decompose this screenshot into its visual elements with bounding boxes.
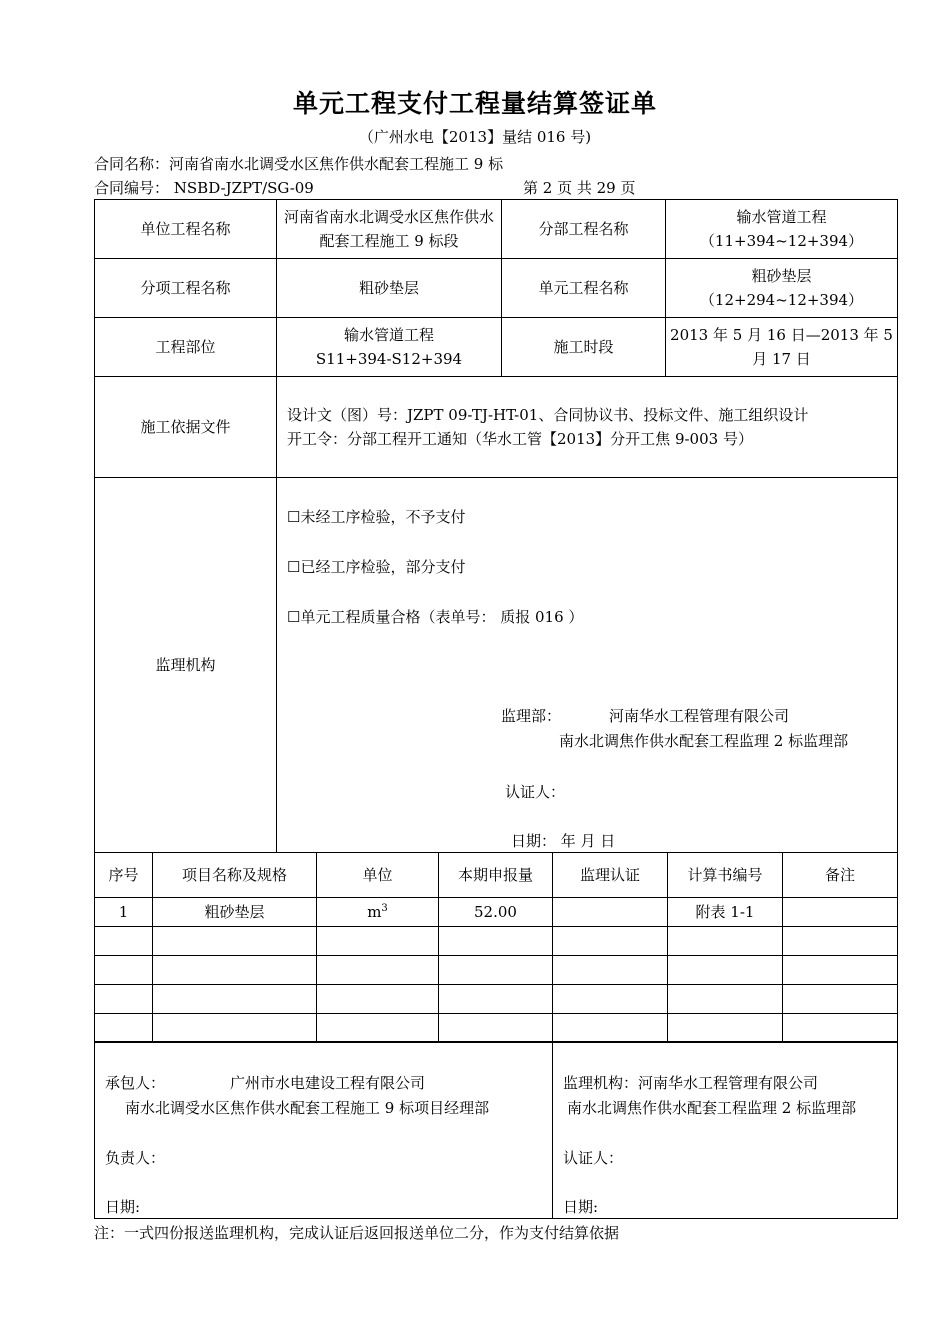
empty-cell <box>668 956 783 985</box>
division-line1: 输水管道工程 <box>736 208 827 226</box>
location-value <box>277 318 502 377</box>
signature-table <box>94 1041 898 1219</box>
subitem-value: 粗砂垫层 <box>277 259 502 318</box>
supervisor-dept: 南水北调焦作供水配套工程监理 2 标监理部 <box>567 1099 857 1117</box>
supervisor-block <box>553 1042 898 1219</box>
empty-cell <box>783 956 898 985</box>
table-row <box>95 956 898 985</box>
empty-cell <box>95 927 153 956</box>
period-value: 2013 年 5 月 16 日—2013 年 5 月 17 日 <box>666 318 898 377</box>
division-line2: （11+394~12+394） <box>699 232 864 250</box>
empty-cell <box>439 927 553 956</box>
row-remark <box>783 898 898 927</box>
supervision-dept-name1: 河南华水工程管理有限公司 <box>609 707 790 725</box>
element-label: 单元工程名称 <box>502 259 666 318</box>
supervision-date: 日期： 年 月 日 <box>511 832 616 850</box>
location-line1: 输水管道工程 <box>343 326 434 344</box>
location-line2: S11+394-S12+394 <box>315 350 463 368</box>
table-row <box>95 898 898 927</box>
empty-cell <box>439 956 553 985</box>
location-label: 工程部位 <box>95 318 277 377</box>
empty-cell <box>95 956 153 985</box>
empty-cell <box>439 985 553 1014</box>
empty-cell <box>153 956 317 985</box>
header-unit: 单位 <box>317 853 439 898</box>
empty-cell <box>783 985 898 1014</box>
empty-cell <box>668 985 783 1014</box>
supervisor-certifier: 认证人： <box>563 1149 624 1167</box>
empty-cell <box>153 1014 317 1043</box>
basis-value <box>277 377 898 478</box>
supervisor-label: 监理机构：河南华水工程管理有限公司 <box>563 1074 819 1092</box>
element-line2: （12+294~12+394） <box>699 291 864 309</box>
supervision-certifier: 认证人： <box>505 783 566 801</box>
header-calc: 计算书编号 <box>668 853 783 898</box>
supervision-label: 监理机构 <box>95 478 277 853</box>
row-no: 1 <box>95 898 153 927</box>
table-row <box>95 1014 898 1043</box>
contractor-dept: 南水北调受水区焦作供水配套工程施工 9 标项目经理部 <box>125 1099 490 1117</box>
empty-cell <box>553 956 668 985</box>
basis-line1: 设计文（图）号：JZPT 09-TJ-HT-01、合同协议书、投标文件、施工组织设计 <box>287 406 809 424</box>
header-no: 序号 <box>95 853 153 898</box>
empty-cell <box>553 927 668 956</box>
row-calc: 附表 1-1 <box>668 898 783 927</box>
contractor-block <box>95 1042 553 1219</box>
check-partial: ☐已经工序检验，部分支付 <box>287 558 466 576</box>
contractor-date: 日期: <box>105 1198 141 1216</box>
empty-cell <box>553 985 668 1014</box>
empty-cell <box>317 956 439 985</box>
empty-cell <box>317 985 439 1014</box>
row-name: 粗砂垫层 <box>153 898 317 927</box>
element-line1: 粗砂垫层 <box>751 267 812 285</box>
empty-cell <box>668 927 783 956</box>
table-row <box>95 927 898 956</box>
table-row <box>95 985 898 1014</box>
project-info-table <box>94 199 898 853</box>
footnote: 注：一式四份报送监理机构，完成认证后返回报送单位二分，作为支付结算依据 <box>94 1224 620 1242</box>
empty-cell <box>317 1014 439 1043</box>
supervision-content <box>277 478 898 853</box>
basis-line2: 开工令：分部工程开工通知（华水工管【2013】分开工焦 9-003 号） <box>287 430 753 448</box>
empty-cell <box>153 927 317 956</box>
items-table <box>94 852 898 1043</box>
basis-label: 施工依据文件 <box>95 377 277 478</box>
contract-name: 合同名称：河南省南水北调受水区焦作供水配套工程施工 9 标 <box>94 155 504 173</box>
row-unit-base: m <box>367 903 382 921</box>
contractor-responsible: 负责人： <box>105 1149 166 1167</box>
unit-project-value: 河南省南水北调受水区焦作供水配套工程施工 9 标段 <box>277 200 502 259</box>
row-unit-sup: 3 <box>381 903 388 914</box>
empty-cell <box>95 985 153 1014</box>
row-cert <box>553 898 668 927</box>
empty-cell <box>668 1014 783 1043</box>
division-label: 分部工程名称 <box>502 200 666 259</box>
row-qty: 52.00 <box>439 898 553 927</box>
contract-number: 合同编号： NSBD-JZPT/SG-09 <box>94 179 314 197</box>
supervision-dept-name2: 南水北调焦作供水配套工程监理 2 标监理部 <box>559 732 849 750</box>
subitem-label: 分项工程名称 <box>95 259 277 318</box>
empty-cell <box>783 1014 898 1043</box>
document-title: 单元工程支付工程量结算签证单 <box>292 89 657 118</box>
empty-cell <box>553 1014 668 1043</box>
header-qty: 本期申报量 <box>439 853 553 898</box>
check-qualified: ☐单元工程质量合格（表单号： 质报 016 ） <box>287 608 584 626</box>
page-indicator: 第 2 页 共 29 页 <box>523 179 636 197</box>
contractor-name: 广州市水电建设工程有限公司 <box>230 1074 426 1092</box>
check-unverified: ☐未经工序检验，不予支付 <box>287 508 466 526</box>
empty-cell <box>153 985 317 1014</box>
header-name: 项目名称及规格 <box>153 853 317 898</box>
empty-cell <box>783 927 898 956</box>
document-number: （广州水电【2013】量结 016 号) <box>358 128 592 146</box>
empty-cell <box>439 1014 553 1043</box>
empty-cell <box>95 1014 153 1043</box>
header-remark: 备注 <box>783 853 898 898</box>
period-label: 施工时段 <box>502 318 666 377</box>
unit-project-label: 单位工程名称 <box>95 200 277 259</box>
supervisor-date: 日期: <box>563 1198 599 1216</box>
contractor-label: 承包人： <box>105 1074 166 1092</box>
row-unit <box>317 898 439 927</box>
supervision-dept-label: 监理部： <box>501 707 562 725</box>
empty-cell <box>317 927 439 956</box>
element-value <box>666 259 898 318</box>
header-cert: 监理认证 <box>553 853 668 898</box>
division-value <box>666 200 898 259</box>
